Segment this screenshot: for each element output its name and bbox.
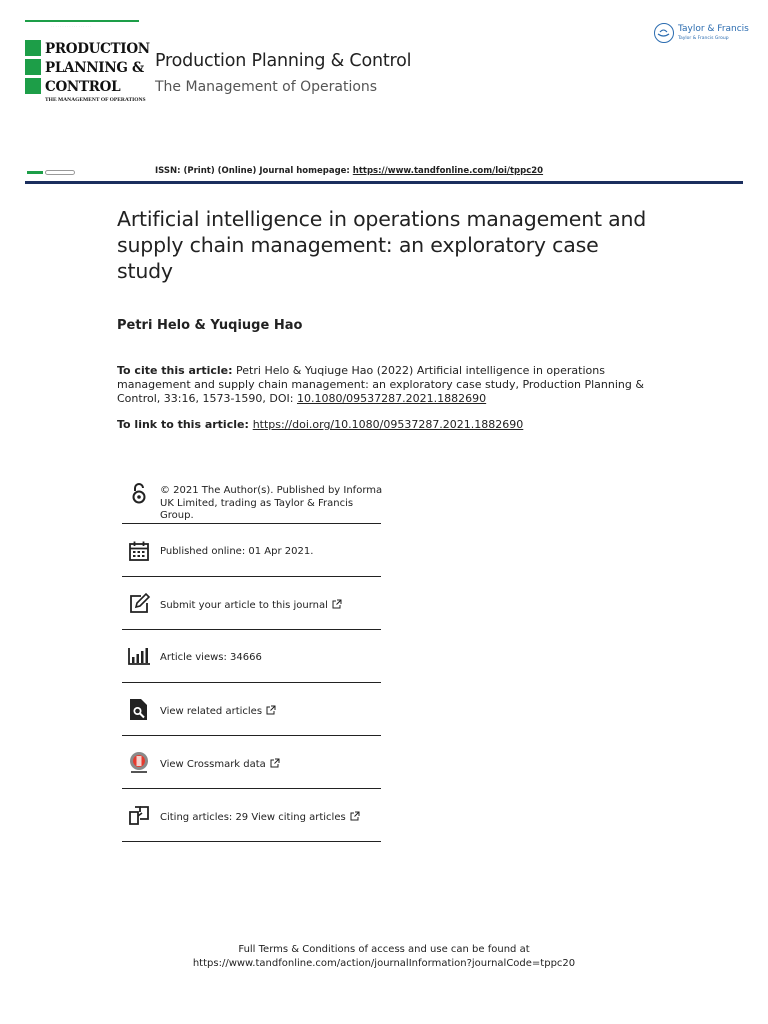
open-access-icon [127,482,151,506]
related-articles-link[interactable] [160,705,384,719]
citation-block [117,364,657,406]
article-title: Artificial intelligence in operations management and supply chain management: an exploratory case study [117,207,647,283]
citing-row[interactable] [122,789,381,842]
external-link-icon [332,599,342,609]
article-authors: Petri Helo & Yuqiuge Hao [117,318,303,333]
external-link-icon [266,705,276,715]
article-doi-link[interactable]: https://doi.org/10.1080/09537287.2021.1882690 [252,418,524,431]
cover-subtitle: THE MANAGEMENT OF OPERATIONS [45,97,146,103]
related-label: View related articles [160,706,263,717]
citing-articles-link[interactable] [160,811,384,825]
published-date: Published online: 01 Apr 2021. [160,546,314,557]
cover-line-2: PLANNING & [45,60,144,76]
search-document-icon [127,698,151,722]
external-link-icon [270,758,280,768]
edit-icon [127,592,151,616]
views-row [122,630,381,683]
citing-label: Citing articles: 29 View citing articles [160,812,346,823]
crossmark-link[interactable] [160,758,384,772]
article-info-list [122,476,381,842]
calendar-icon [127,539,151,563]
license-row [122,476,381,524]
crossmark-label: View Crossmark data [160,759,266,770]
crossmark-icon [127,751,151,775]
journal-title[interactable]: Production Planning & Control [155,51,412,71]
submit-row[interactable] [122,577,381,630]
cover-title [45,40,150,97]
issn-prefix: ISSN: (Print) (Online) Journal homepage: [155,166,353,176]
external-link-icon [350,811,360,821]
journal-cover-logo [25,20,150,104]
citation-doi-link[interactable]: 10.1080/09537287.2021.1882690 [296,392,487,405]
citation-text: Petri Helo & Yuqiuge Hao (2022) Artificial intelligence in operations management and supply chain management: an exploratory case study, Production Planning & Control, 33:16, 1573-1590, DOI: [117,364,644,405]
header-divider [25,181,743,184]
taylor-francis-emblem-icon [654,23,674,43]
taylor-francis-logo[interactable] [654,23,749,47]
footer-terms-url[interactable]: https://www.tandfonline.com/action/journalInformation?journalCode=tppc20 [192,958,576,969]
bar-chart-icon [127,645,151,669]
publisher-name: Taylor & Francis [678,24,749,34]
related-row[interactable] [122,683,381,736]
mini-journal-logo [27,170,77,176]
cover-top-line [25,20,139,22]
journal-subtitle: The Management of Operations [155,79,378,95]
link-label: To link to this article: [117,418,253,431]
published-row [122,524,381,577]
article-link-line [117,418,677,431]
citation-label: To cite this article: [117,364,233,377]
cover-line-1: PRODUCTION [45,41,150,57]
issn-line [155,166,543,176]
submit-article-link[interactable] [160,599,384,613]
crossmark-row[interactable] [122,736,381,789]
footer [0,943,768,971]
cover-volume-strip: · · · · · · · · · · · · · · · · · · [51,24,92,28]
citing-articles-icon [127,804,151,828]
publisher-group: Taylor & Francis Group [678,36,729,41]
journal-homepage-link[interactable]: https://www.tandfonline.com/loi/tppc20 [352,166,544,176]
license-text: © 2021 The Author(s). Published by Informa UK Limited, trading as Taylor & Francis Group. [160,485,383,521]
cover-line-3: CONTROL [45,79,121,95]
submit-label: Submit your article to this journal [160,600,328,611]
article-views: Article views: 34666 [160,652,262,663]
cover-green-bars [25,40,41,98]
footer-line-1: Full Terms & Conditions of access and use can be found at [238,944,530,955]
